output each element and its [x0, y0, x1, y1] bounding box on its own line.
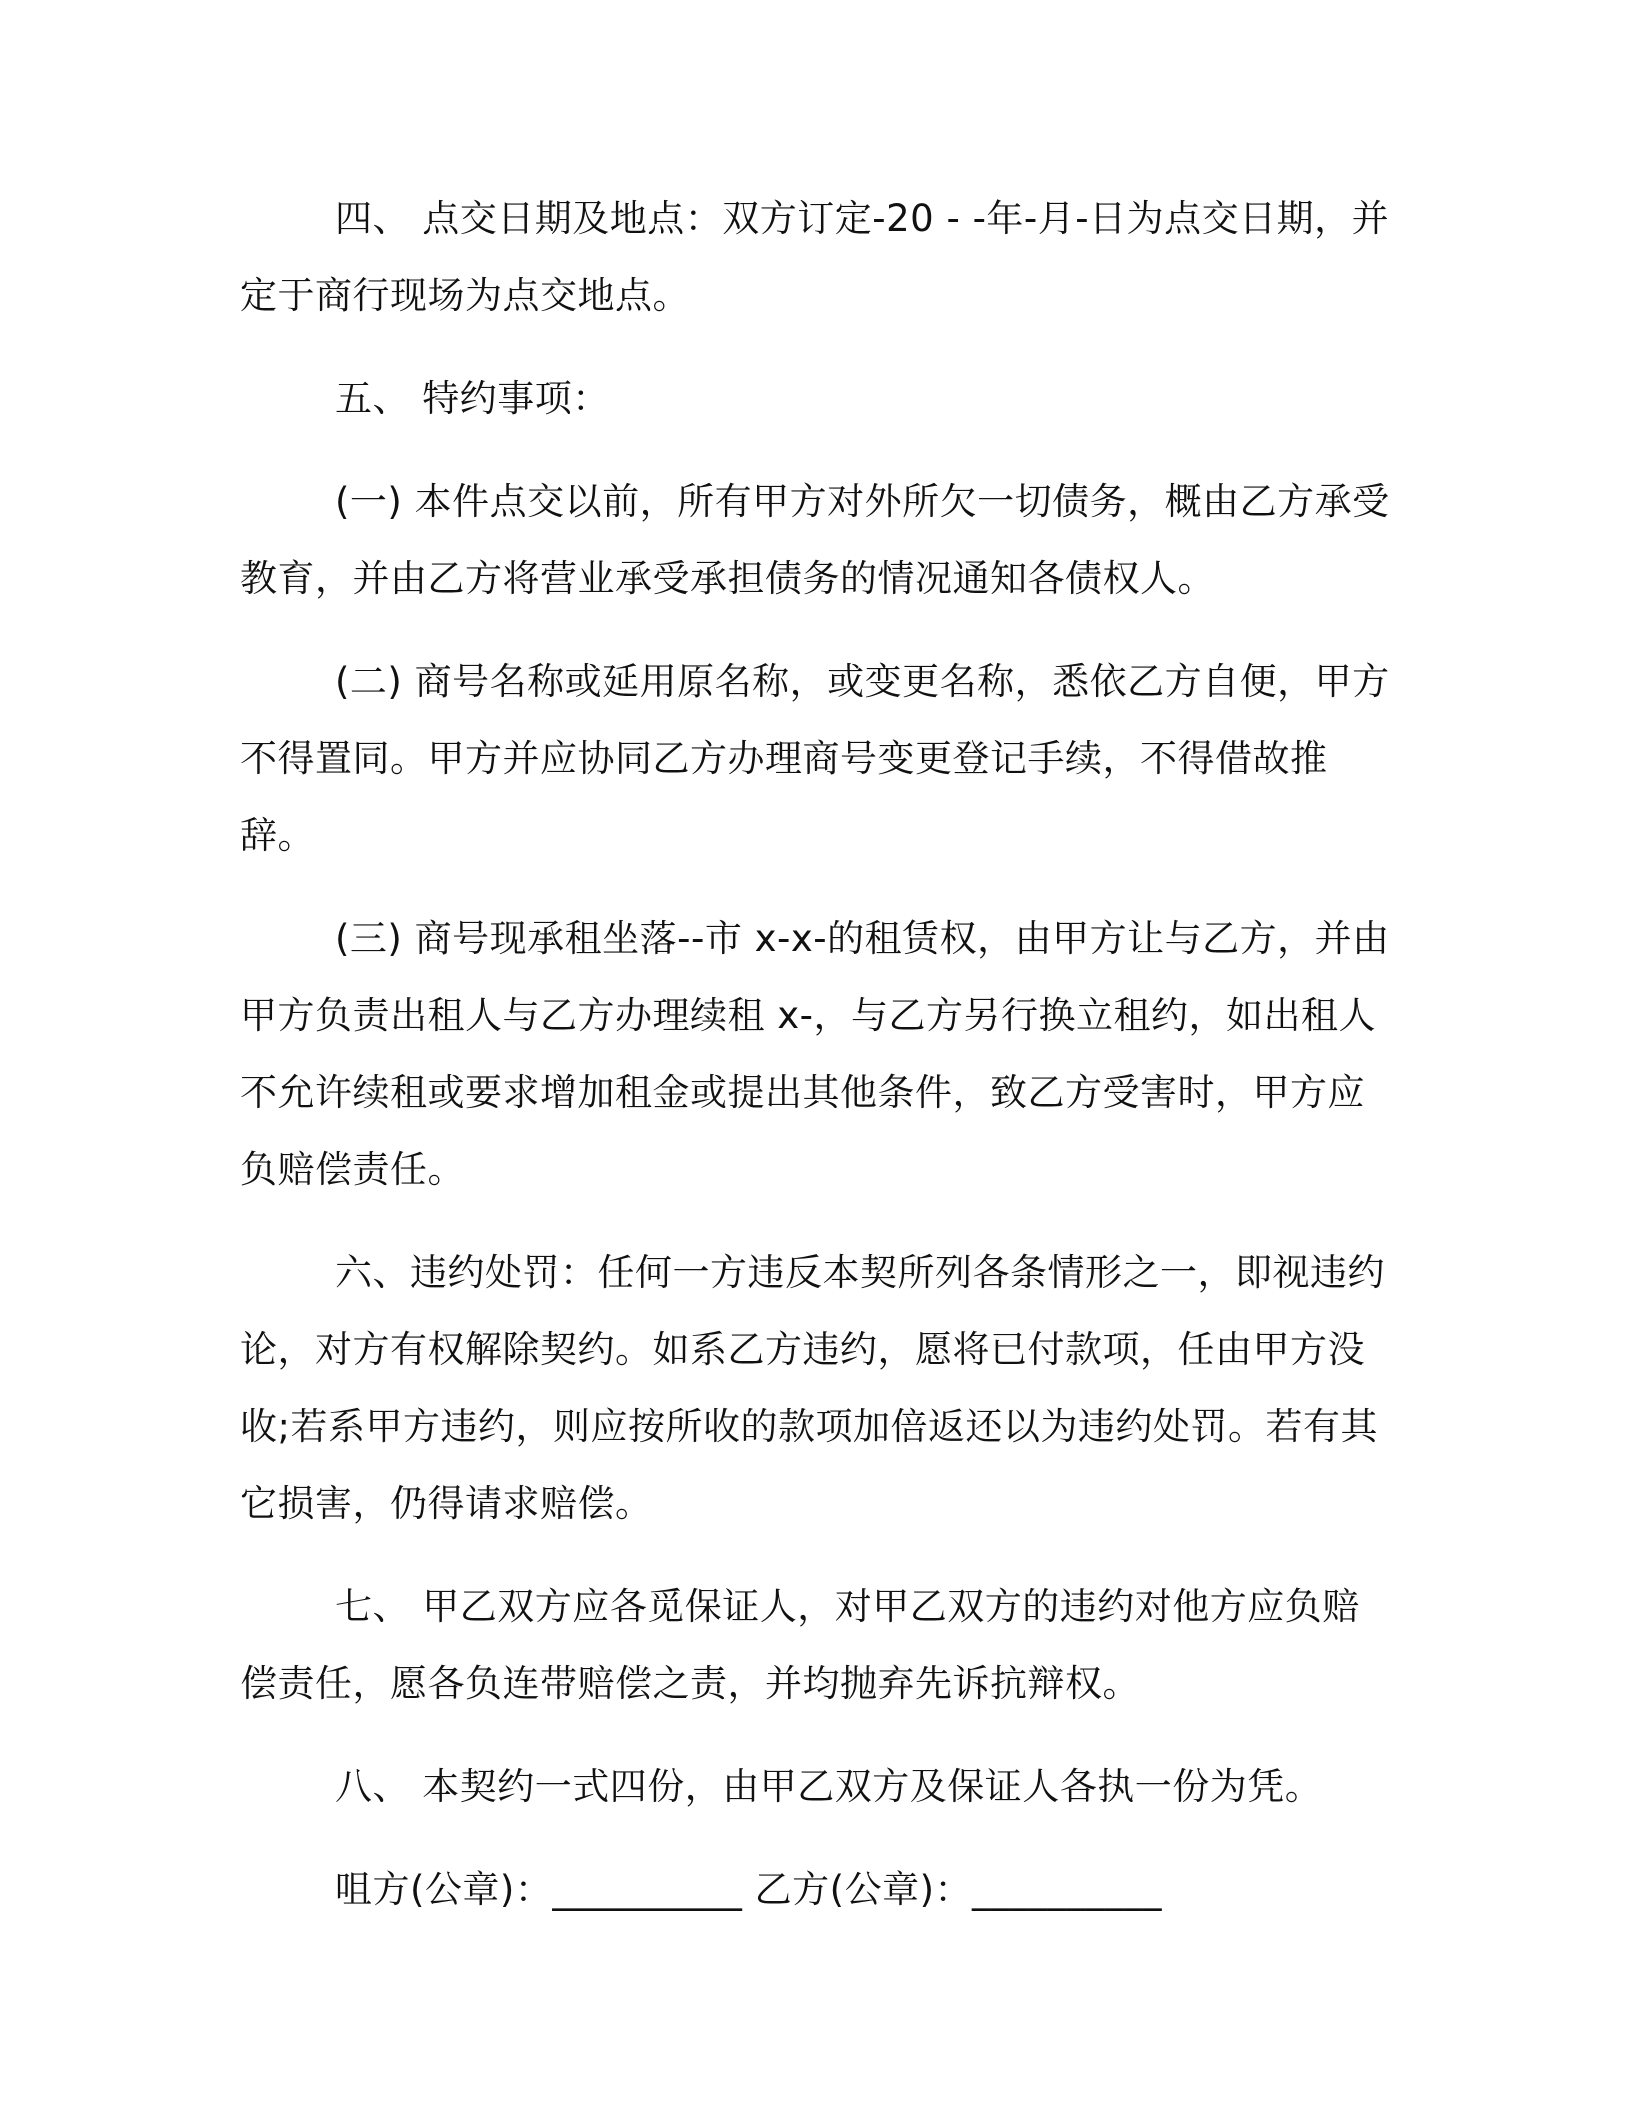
clause-8-copies: 八、 本契约一式四份，由甲乙双方及保证人各执一份为凭。 — [335, 1765, 1323, 1808]
party-a-blank: __________ — [552, 1868, 743, 1911]
clause-5-heading: 五、 特约事项： — [335, 377, 610, 420]
clause-5-item-1: (一) 本件点交以前，所有甲方对外所欠一切债务，概由乙方承受教育，并由乙方将营业承受承担债务的情况通知各债权人。 — [240, 480, 1390, 600]
party-a-label: 咀方(公章)： — [335, 1868, 553, 1911]
clause-7-guarantor: 七、 甲乙双方应各觅保证人，对甲乙双方的违约对他方应负赔偿责任，愿各负连带赔偿之责，并均抛弃先诉抗辩权。 — [240, 1585, 1360, 1705]
clause-6-penalty: 六、违约处罚：任何一方违反本契所列各条情形之一，即视违约论，对方有权解除契约。如系乙方违约，愿将已付款项，任由甲方没收;若系甲方违约，则应按所收的款项加倍返还以为违约处罚。若有其它损害，仍得请求赔偿。 — [240, 1251, 1385, 1525]
party-b-label: 乙方(公章)： — [754, 1868, 973, 1911]
clause-5-item-3: (三) 商号现承租坐落--市 x-x-的租赁权，由甲方让与乙方，并由甲方负责出租人与乙方办理续租 x-，与乙方另行换立租约，如出租人不允许续租或要求增加租金或提出其他条件，致乙方受害时，甲方应负赔偿责任。 — [240, 917, 1390, 1191]
party-b-blank: __________ — [972, 1868, 1163, 1911]
clause-5-item-2: (二) 商号名称或延用原名称，或变更名称，悉依乙方自便，甲方不得置同。甲方并应协同乙方办理商号变更登记手续，不得借故推辞。 — [240, 660, 1390, 857]
document-page — [240, 180, 1390, 1928]
signature-line — [240, 1851, 1390, 1928]
clause-4-delivery-date: 四、 点交日期及地点：双方订定-20 - -年-月-日为点交日期，并定于商行现场为点交地点。 — [240, 197, 1390, 317]
